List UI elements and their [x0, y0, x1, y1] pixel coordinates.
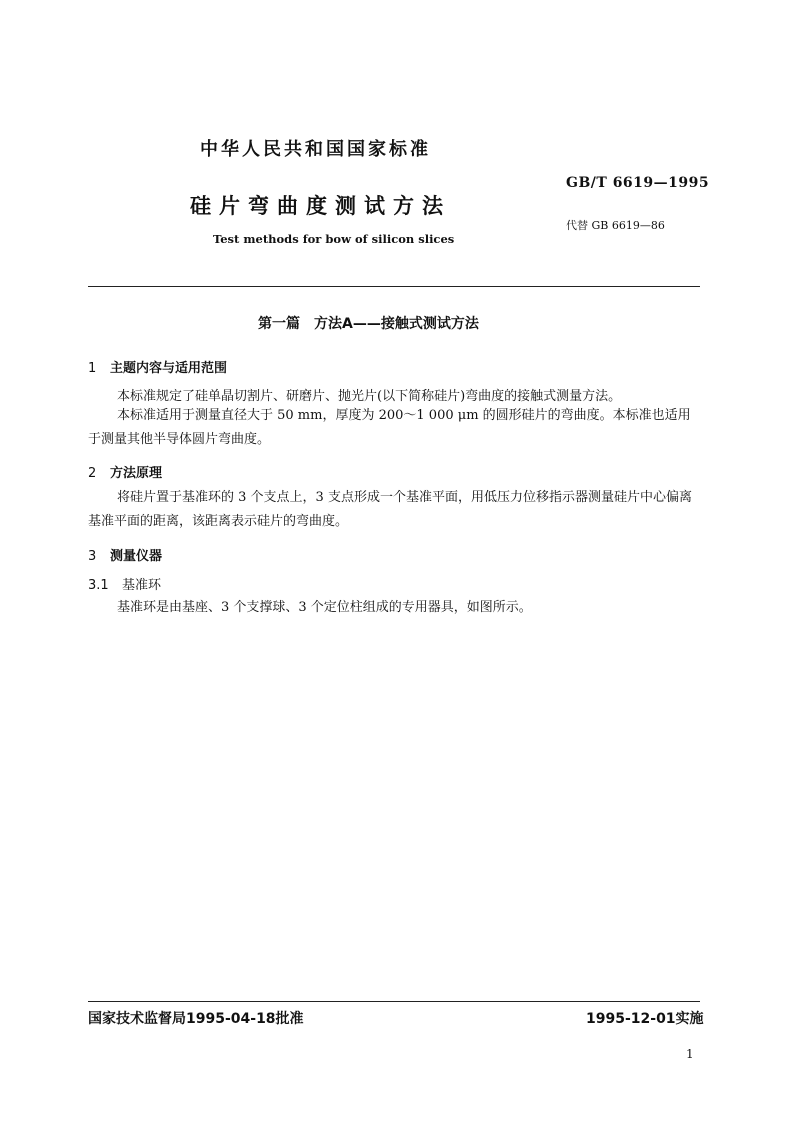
- paragraph: 基准环是由基座、3 个支撑球、3 个定位柱组成的专用器具，如图所示。: [117, 600, 532, 615]
- paragraph: 将硅片置于基准环的 3 个支点上，3 支点形成一个基准平面，用低压力位移指示器测量硅片中心偏离基准平面的距离，该距离表示硅片的弯曲度。: [88, 490, 692, 529]
- issue-date: 国家技术监督局1995-04-18批准: [88, 1011, 304, 1027]
- subsection-heading-3-1: [88, 574, 161, 593]
- section-number: 1: [88, 361, 97, 376]
- section-title: 测量仪器: [110, 549, 163, 564]
- replaces-standard: 代替 GB 6619—86: [566, 219, 665, 232]
- section-heading-1: [88, 357, 227, 376]
- subsection-number: 3.1: [88, 578, 109, 593]
- national-standard-title: 中华人民共和国国家标准: [200, 139, 431, 160]
- standard-title-cn: 硅片弯曲度测试方法: [190, 194, 451, 218]
- standard-title-en: Test methods for bow of silicon slices: [213, 232, 455, 246]
- paragraph: 本标准规定了硅单晶切割片、研磨片、抛光片(以下简称硅片)弯曲度的接触式测量方法。: [117, 389, 622, 404]
- paragraph: 本标准适用于测量直径大于 50 mm，厚度为 200～1 000 μm 的圆形硅片的弯曲度。本标准也适用于测量其他半导体圆片弯曲度。: [88, 408, 691, 447]
- footer-divider: [88, 1001, 700, 1002]
- section-number: 3: [88, 549, 97, 564]
- part-heading: 第一篇 方法A——接触式测试方法: [258, 316, 479, 332]
- standard-code: GB/T 6619—1995: [566, 175, 710, 191]
- header-divider: [88, 286, 700, 287]
- subsection-title: 基准环: [122, 578, 162, 593]
- section-number: 2: [88, 466, 97, 481]
- section-title: 主题内容与适用范围: [110, 361, 228, 376]
- page-number: 1: [686, 1047, 694, 1061]
- implementation-date: 1995-12-01实施: [586, 1011, 704, 1027]
- section-title: 方法原理: [110, 466, 163, 481]
- section-heading-3: [88, 545, 162, 564]
- section-heading-2: [88, 462, 162, 481]
